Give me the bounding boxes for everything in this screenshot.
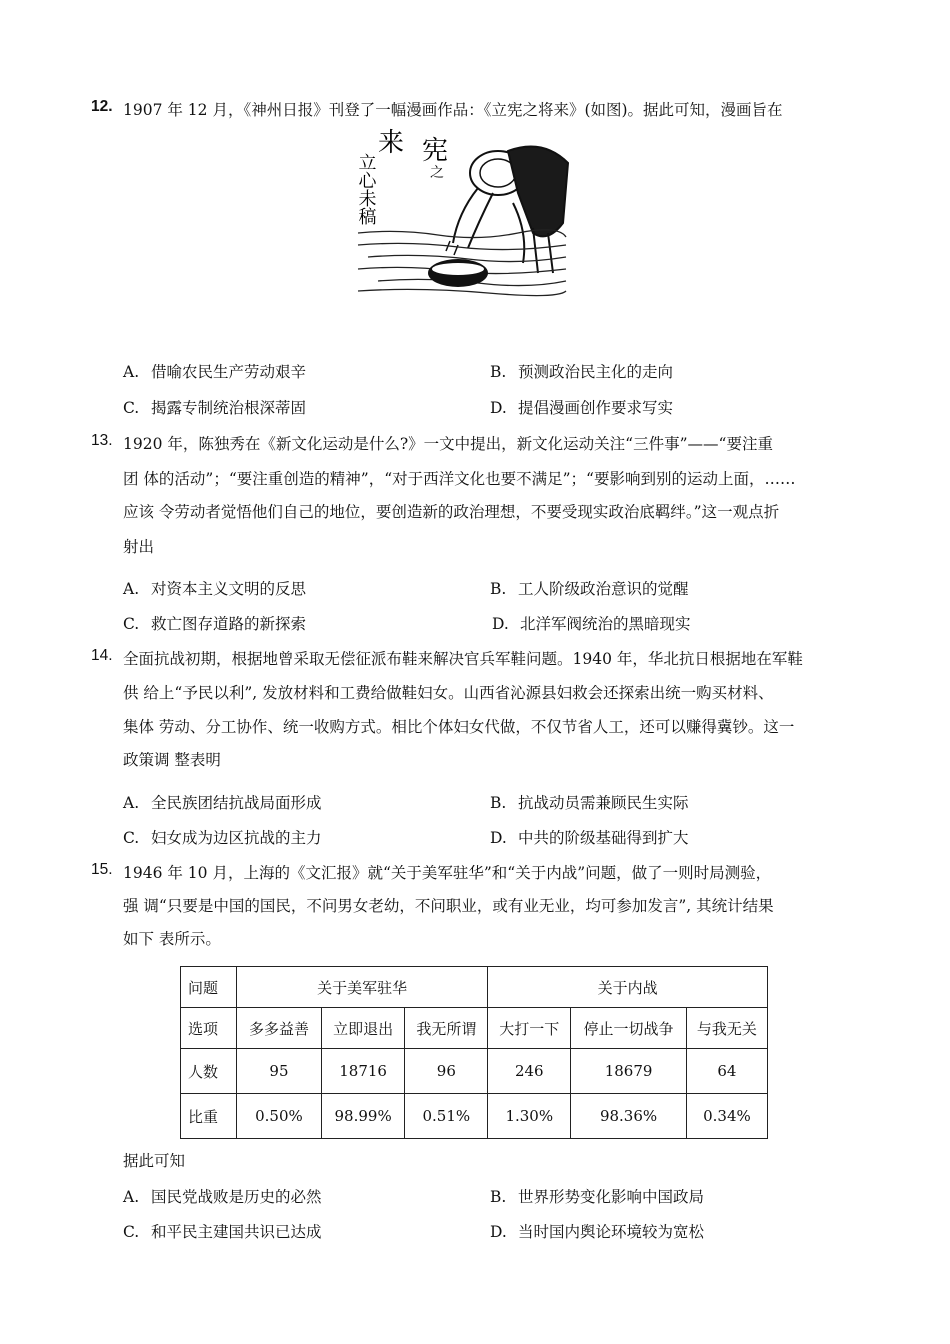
q14-option-c[interactable]: C. 妇女成为边区抗战的主力 — [123, 829, 322, 847]
question-15-number: 15. — [91, 861, 113, 878]
q12-option-c[interactable]: C. 揭露专制统治根深蒂固 — [123, 399, 307, 417]
q15-option-d[interactable]: D. 当时国内舆论环境较为宽松 — [490, 1223, 705, 1241]
q13-line-2: 团 体的活动”；“要注重创造的精神”，“对于西洋文化也要不满足”；“要影响到别的运动上面，…… — [123, 470, 796, 488]
q15-line-3: 如下 表所示。 — [123, 930, 221, 948]
table-cell: 0.34% — [686, 1094, 767, 1139]
table-cell: 我无所谓 — [405, 1008, 488, 1049]
q13-line-4: 射出 — [123, 538, 155, 556]
table-cell: 选项 — [181, 1008, 237, 1049]
table-cell: 停止一切战争 — [571, 1008, 687, 1049]
table-row — [181, 1094, 768, 1139]
cartoon-caption-char-1: 来 — [378, 128, 405, 158]
q14-line-1: 全面抗战初期，根据地曾采取无偿征派布鞋来解决官兵军鞋问题。1940 年，华北抗日根据地在军鞋 — [123, 650, 803, 668]
q15-after-table: 据此可知 — [123, 1152, 186, 1170]
table-cell: 1.30% — [488, 1094, 571, 1139]
q15-line-2: 强 调“只要是中国的国民，不问男女老幼，不问职业，或有业无业，均可参加发言”, 其统计结果 — [123, 897, 774, 915]
q14-line-3: 集体 劳动、分工协作、统一收购方式。相比个体妇女代做，不仅节省人工，还可以赚得冀钞。这一 — [123, 718, 795, 736]
table-row — [181, 1008, 768, 1049]
q14-line-2: 供 给上“予民以利”, 发放材料和工费给做鞋妇女。山西省沁源县妇救会还探索出统一购买材料、 — [123, 684, 774, 702]
q13-option-b[interactable]: B. 工人阶级政治意识的觉醒 — [490, 580, 689, 598]
q15-line-1: 1946 年 10 月，上海的《文汇报》就“关于美军驻华”和“关于内战”问题，做了一则时局测验， — [123, 864, 772, 882]
table-cell: 95 — [237, 1049, 322, 1094]
cartoon-caption-char-3: 之 — [430, 165, 444, 181]
q15-option-c[interactable]: C. 和平民主建国共识已达成 — [123, 1223, 322, 1241]
table-cell: 18679 — [571, 1049, 687, 1094]
q12-option-b[interactable]: B. 预测政治民主化的走向 — [490, 363, 674, 381]
table-cell: 问题 — [181, 967, 237, 1008]
table-cell: 64 — [686, 1049, 767, 1094]
question-13-number: 13. — [91, 432, 113, 449]
question-12-stem: 1907 年 12 月，《神州日报》刊登了一幅漫画作品：《立宪之将来》(如图)。据此可知，漫画旨在 — [123, 101, 783, 119]
q14-option-b[interactable]: B. 抗战动员需兼顾民生实际 — [490, 794, 689, 812]
q14-option-a[interactable]: A. 全民族团结抗战局面形成 — [123, 794, 322, 812]
table-cell: 立即退出 — [321, 1008, 404, 1049]
table-cell: 246 — [488, 1049, 571, 1094]
q13-line-1: 1920 年，陈独秀在《新文化运动是什么?》一文中提出，新文化运动关注“三件事”——“要注重 — [123, 435, 773, 453]
table-cell: 18716 — [321, 1049, 404, 1094]
cartoon-signature: 立心未稿 — [355, 153, 377, 225]
q14-line-4: 政策调 整表明 — [123, 751, 221, 769]
q15-option-b[interactable]: B. 世界形势变化影响中国政局 — [490, 1188, 705, 1206]
table-cell: 比重 — [181, 1094, 237, 1139]
table-header-group-2: 关于内战 — [488, 967, 768, 1008]
q13-option-d[interactable]: D. 北洋军阀统治的黑暗现实 — [492, 615, 691, 633]
table-cell: 0.51% — [405, 1094, 488, 1139]
table-cell: 大打一下 — [488, 1008, 571, 1049]
table-header-group-1: 关于美军驻华 — [237, 967, 488, 1008]
q13-option-a[interactable]: A. 对资本主义文明的反思 — [123, 580, 307, 598]
q12-option-d[interactable]: D. 提倡漫画创作要求写实 — [490, 399, 674, 417]
q15-option-a[interactable]: A. 国民党战败是历史的必然 — [123, 1188, 322, 1206]
table-cell: 多多益善 — [237, 1008, 322, 1049]
q13-option-c[interactable]: C. 救亡图存道路的新探索 — [123, 615, 307, 633]
cartoon-illustration — [355, 128, 566, 300]
survey-table — [180, 966, 768, 1139]
table-cell: 98.99% — [321, 1094, 404, 1139]
table-row — [181, 1049, 768, 1094]
q14-option-d[interactable]: D. 中共的阶级基础得到扩大 — [490, 829, 689, 847]
cartoon-caption-char-2: 宪 — [422, 136, 449, 166]
table-cell: 0.50% — [237, 1094, 322, 1139]
question-14-number: 14. — [91, 647, 113, 664]
table-row — [181, 967, 768, 1008]
table-cell: 人数 — [181, 1049, 237, 1094]
table-cell: 98.36% — [571, 1094, 687, 1139]
q13-line-3: 应该 令劳动者觉悟他们自己的地位，要创造新的政治理想，不要受现实政治底羁绊。”这一观点折 — [123, 503, 780, 521]
table-cell: 与我无关 — [686, 1008, 767, 1049]
question-12-number: 12. — [91, 98, 113, 115]
q12-option-a[interactable]: A. 借喻农民生产劳动艰辛 — [123, 363, 307, 381]
table-cell: 96 — [405, 1049, 488, 1094]
